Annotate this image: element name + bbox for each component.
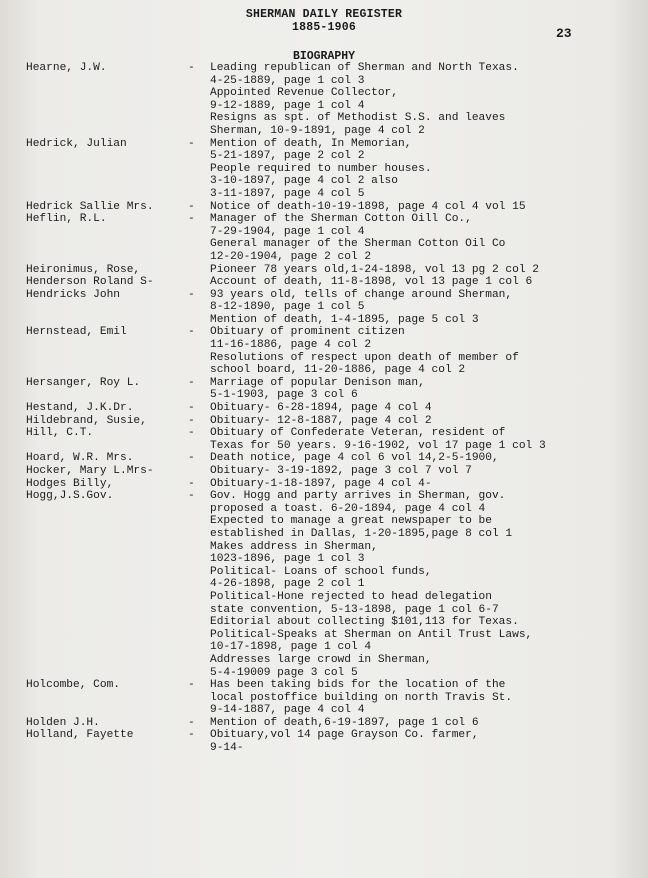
entry-separator: - <box>188 679 195 692</box>
biography-entry <box>0 729 648 754</box>
entry-line: Obituary- 12-8-1887, page 4 col 2 <box>210 414 432 427</box>
entry-line: 4-26-1898, page 2 col 1 <box>210 578 365 591</box>
entry-line: Sherman, 10-9-1891, page 4 col 2 <box>210 124 425 137</box>
entry-line: Resolutions of respect upon death of member of <box>210 351 519 364</box>
entry-line: General manager of the Sherman Cotton Oil Co <box>210 238 506 251</box>
entry-name: Hogg,J.S.Gov. <box>26 490 114 503</box>
entry-text <box>210 452 648 465</box>
entry-name: Holcombe, Com. <box>26 679 120 692</box>
entry-name: Henderson Roland S- <box>26 276 154 289</box>
entry-line: 7-29-1904, page 1 col 4 <box>210 225 365 238</box>
entry-separator: - <box>188 62 195 74</box>
entry-line: People required to number houses. <box>210 162 432 175</box>
entry-line: Obituary,vol 14 page Grayson Co. farmer, <box>210 729 479 742</box>
entry-line: Marriage of popular Denison man, <box>210 376 425 389</box>
entry-name: Hill, C.T. <box>26 427 94 440</box>
entry-separator: - <box>188 402 195 415</box>
entry-text <box>210 679 648 717</box>
entry-separator: - <box>188 452 195 465</box>
entry-separator: - <box>188 288 195 301</box>
biography-entry <box>0 679 648 717</box>
entry-line: Political- Loans of school funds, <box>210 565 432 578</box>
entry-list <box>0 62 648 755</box>
entry-text <box>210 427 648 452</box>
document-header <box>0 8 648 34</box>
biography-entry <box>0 264 648 277</box>
register-years: 1885-1906 <box>292 21 356 34</box>
entry-line: Manager of the Sherman Cotton Oill Co., <box>210 213 472 226</box>
entry-text <box>210 377 648 402</box>
entry-line: Death notice, page 4 col 6 vol 14,2-5-1900, <box>210 452 499 465</box>
entry-line: 9-12-1889, page 1 col 4 <box>210 99 365 112</box>
biography-entry <box>0 138 648 201</box>
entry-separator: - <box>188 414 195 427</box>
entry-line: Texas for 50 years. 9-16-1902, vol 17 page 1 col 3 <box>210 439 546 452</box>
entry-text <box>210 264 648 277</box>
entry-line: Has been taking bids for the location of the <box>210 679 506 692</box>
biography-entry <box>0 427 648 452</box>
entry-line: proposed a toast. 6-20-1894, page 4 col 4 <box>210 502 486 515</box>
entry-text <box>210 490 648 679</box>
entry-line: local postoffice building on north Travis St. <box>210 691 513 704</box>
entry-text <box>210 326 648 376</box>
entry-name: Hersanger, Roy L. <box>26 376 141 389</box>
entry-name: Hearne, J.W. <box>26 62 107 74</box>
page-number: 23 <box>556 26 572 41</box>
entry-text <box>210 138 648 201</box>
section-title: BIOGRAPHY <box>292 50 356 63</box>
entry-line: 1023-1896, page 1 col 3 <box>210 553 365 566</box>
entry-text <box>210 415 648 428</box>
entry-text <box>210 478 648 491</box>
entry-name: Hocker, Mary L.Mrs- <box>26 465 154 477</box>
entry-text <box>210 62 648 138</box>
entry-separator: - <box>188 490 195 503</box>
entry-name: Hoard, W.R. Mrs. <box>26 452 134 465</box>
entry-text <box>210 717 648 730</box>
biography-entry <box>0 415 648 428</box>
entry-separator: - <box>188 716 195 729</box>
entry-line: 5-21-1897, page 2 col 2 <box>210 150 365 163</box>
entry-separator: - <box>188 213 195 226</box>
entry-name: Heironimus, Rose, <box>26 263 141 276</box>
entry-text <box>210 465 648 478</box>
entry-text <box>210 213 648 263</box>
entry-line: Expected to manage a great newspaper to be <box>210 515 492 528</box>
biography-entry <box>0 402 648 415</box>
entry-line: Obituary of prominent citizen <box>210 326 405 339</box>
entry-line: 5-4-19009 page 3 col 5 <box>210 666 358 679</box>
biography-entry <box>0 465 648 478</box>
entry-line: Obituary- 3-19-1892, page 3 col 7 vol 7 <box>210 465 472 477</box>
entry-line: Obituary- 6-28-1894, page 4 col 4 <box>210 402 432 415</box>
entry-line: 93 years old, tells of change around Sherman, <box>210 288 513 301</box>
entry-line: Mention of death, 1-4-1895, page 5 col 3 <box>210 313 479 326</box>
biography-entry <box>0 377 648 402</box>
entry-name: Hedrick Sallie Mrs. <box>26 200 154 213</box>
entry-line: 12-20-1904, page 2 col 2 <box>210 250 372 263</box>
entry-line: state convention, 5-13-1898, page 1 col 6-7 <box>210 603 499 616</box>
entry-separator: - <box>188 200 195 213</box>
entry-separator: - <box>188 376 195 389</box>
biography-entry <box>0 276 648 289</box>
entry-line: 11-16-1886, page 4 col 2 <box>210 339 372 352</box>
entry-line: Obituary of Confederate Veteran, resident of <box>210 427 506 440</box>
biography-entry <box>0 717 648 730</box>
entry-text <box>210 402 648 415</box>
entry-line: Appointed Revenue Collector, <box>210 87 398 100</box>
entry-separator: - <box>188 477 195 490</box>
entry-text <box>210 729 648 754</box>
entry-line: 3-11-1897, page 4 col 5 <box>210 187 365 200</box>
entry-line: established in Dallas, 1-20-1895,page 8 col 1 <box>210 527 513 540</box>
entry-line: Pioneer 78 years old,1-24-1898, vol 13 pg 2 col 2 <box>210 263 539 276</box>
entry-separator: - <box>188 729 195 742</box>
entry-line: Leading republican of Sherman and North Texas. <box>210 62 519 74</box>
biography-entry <box>0 490 648 679</box>
entry-line: Notice of death-10-19-1898, page 4 col 4 vol 15 <box>210 200 526 213</box>
biography-entry <box>0 289 648 327</box>
entry-line: school board, 11-20-1886, page 4 col 2 <box>210 364 466 377</box>
entry-separator: - <box>188 137 195 150</box>
entry-line: Editorial about collecting $101,113 for Texas. <box>210 616 519 629</box>
entry-line: 8-12-1890, page 1 col 5 <box>210 301 365 314</box>
entry-separator: - <box>188 427 195 440</box>
entry-name: Holden J.H. <box>26 716 100 729</box>
entry-line: Gov. Hogg and party arrives in Sherman, gov. <box>210 490 506 503</box>
entry-separator: - <box>188 326 195 339</box>
entry-line: 9-14- <box>210 742 244 755</box>
entry-name: Hestand, J.K.Dr. <box>26 402 134 415</box>
entry-name: Hernstead, Emil <box>26 326 127 339</box>
entry-text <box>210 201 648 214</box>
entry-name: Hildebrand, Susie, <box>26 414 147 427</box>
entry-line: 3-10-1897, page 4 col 2 also <box>210 175 398 188</box>
biography-entry <box>0 478 648 491</box>
entry-name: Hendricks John <box>26 288 120 301</box>
biography-entry <box>0 213 648 263</box>
entry-name: Holland, Fayette <box>26 729 134 742</box>
entry-name: Hodges Billy, <box>26 477 114 490</box>
entry-line: 9-14-1887, page 4 col 4 <box>210 704 365 717</box>
entry-line: Obituary-1-18-1897, page 4 col 4- <box>210 477 432 490</box>
biography-entry <box>0 452 648 465</box>
entry-line: Political-Speaks at Sherman on Antil Trust Laws, <box>210 628 533 641</box>
biography-entry <box>0 201 648 214</box>
entry-name: Hedrick, Julian <box>26 137 127 150</box>
entry-line: 4-25-1889, page 1 col 3 <box>210 74 365 87</box>
entry-line: Mention of death, In Memorian, <box>210 137 412 150</box>
register-title: SHERMAN DAILY REGISTER <box>245 8 403 21</box>
entry-line: 5-1-1903, page 3 col 6 <box>210 389 358 402</box>
entry-text <box>210 276 648 289</box>
biography-entry <box>0 326 648 376</box>
entry-line: Addresses large crowd in Sherman, <box>210 653 432 666</box>
entry-name: Heflin, R.L. <box>26 213 107 226</box>
entry-line: Resigns as spt. of Methodist S.S. and leaves <box>210 112 506 125</box>
entry-line: Political-Hone rejected to head delegation <box>210 590 492 603</box>
entry-line: Mention of death,6-19-1897, page 1 col 6 <box>210 716 479 729</box>
entry-line: Makes address in Sherman, <box>210 540 378 553</box>
entry-text <box>210 289 648 327</box>
biography-entry <box>0 62 648 138</box>
entry-line: Account of death, 11-8-1898, vol 13 page 1 col 6 <box>210 276 533 289</box>
entry-line: 10-17-1898, page 1 col 4 <box>210 641 372 654</box>
